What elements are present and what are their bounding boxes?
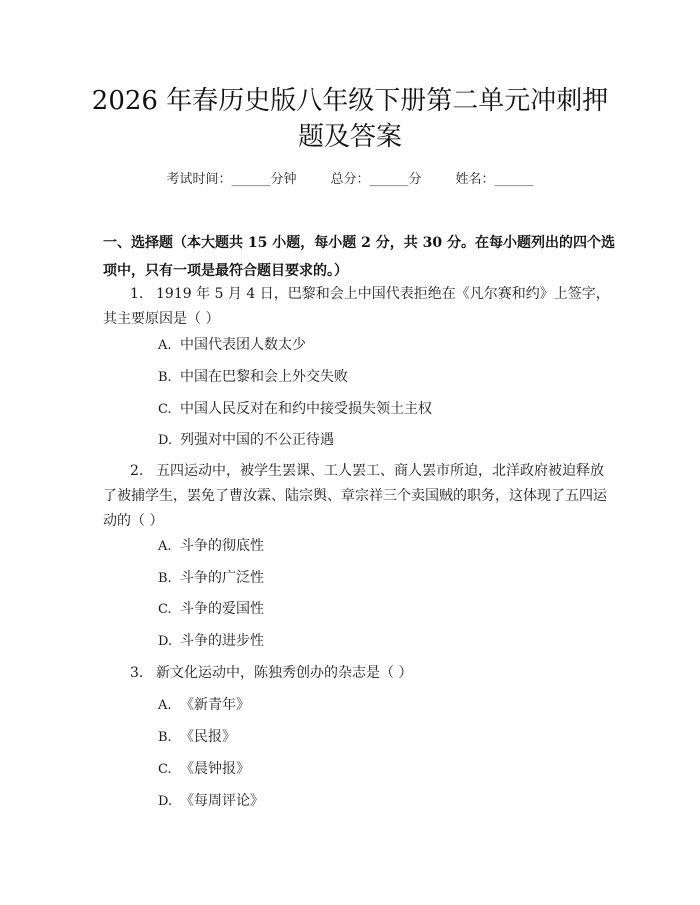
option-text: 中国代表团人数太少 — [180, 337, 306, 353]
question-1-option-a — [158, 334, 306, 354]
option-text: 斗争的广泛性 — [180, 570, 264, 586]
question-1-number: 1. — [130, 286, 144, 302]
option-letter: B. — [158, 730, 172, 745]
total-score-field: 总分：______分 — [330, 172, 422, 187]
exam-time-field: 考试时间：______分钟 — [166, 172, 297, 187]
option-letter: D. — [158, 433, 173, 448]
section-heading-line-2: 项中，只有一项是最符合题目要求的。） — [103, 263, 348, 279]
question-3-stem-line-1 — [130, 662, 412, 682]
question-2-stem-line-2: 了被捕学生，罢免了曹汝霖、陆宗舆、章宗祥三个卖国贼的职务，这体现了五四运 — [103, 488, 607, 504]
question-1-option-c — [158, 398, 432, 418]
question-2-stem-line-3: 动的（ ） — [103, 513, 164, 529]
option-letter: A. — [158, 698, 172, 713]
question-1-stem-line-1 — [130, 283, 610, 303]
question-2-option-a — [158, 535, 264, 555]
option-text: 斗争的彻底性 — [180, 538, 264, 554]
option-text: 中国在巴黎和会上外交失败 — [180, 369, 348, 385]
document-title-line-1: 2026 年春历史版八年级下册第二单元冲刺押 — [91, 86, 609, 116]
question-2-number: 2. — [130, 463, 144, 479]
option-text: 《每周评论》 — [180, 793, 264, 809]
option-text: 斗争的爱国性 — [180, 601, 264, 617]
student-name-field: 姓名：______ — [455, 172, 534, 187]
option-letter: A. — [158, 539, 172, 554]
question-3-option-a — [158, 694, 250, 714]
exam-meta-row — [0, 168, 700, 187]
question-3-option-b — [158, 726, 236, 746]
question-2-option-c — [158, 598, 264, 618]
option-letter: C. — [158, 402, 172, 417]
option-text: 《民报》 — [180, 729, 236, 745]
option-letter: D. — [158, 794, 173, 809]
option-text: 中国人民反对在和约中接受损失领土主权 — [180, 401, 432, 417]
question-2-stem-line-1 — [130, 460, 604, 480]
question-2-text-1: 五四运动中，被学生罢课、工人罢工、商人罢市所迫，北洋政府被迫释放 — [156, 463, 604, 479]
question-3-number: 3. — [130, 665, 144, 681]
question-2-option-d — [158, 630, 264, 650]
option-letter: A. — [158, 338, 172, 353]
option-text: 列强对中国的不公正待遇 — [180, 432, 334, 448]
question-1-option-d — [158, 429, 334, 449]
option-letter: B. — [158, 370, 172, 385]
question-1-text-1: 1919 年 5 月 4 日，巴黎和会上中国代表拒绝在《凡尔赛和约》上签字， — [156, 286, 610, 302]
section-heading-line-1: 一、选择题（本大题共 15 小题，每小题 2 分，共 30 分。在每小题列出的四个选 — [103, 235, 615, 251]
option-text: 《晨钟报》 — [180, 761, 250, 777]
option-text: 《新青年》 — [180, 697, 250, 713]
question-3-text-1: 新文化运动中，陈独秀创办的杂志是（ ） — [156, 665, 413, 681]
question-2-option-b — [158, 567, 264, 587]
question-3-option-d — [158, 790, 264, 810]
option-letter: B. — [158, 571, 172, 586]
option-text: 斗争的进步性 — [180, 633, 264, 649]
option-letter: C. — [158, 762, 172, 777]
option-letter: C. — [158, 602, 172, 617]
document-title-line-2: 题及答案 — [297, 122, 402, 152]
option-letter: D. — [158, 634, 173, 649]
question-3-option-c — [158, 758, 250, 778]
question-1-stem-line-2: 其主要原因是（ ） — [103, 311, 220, 327]
question-1-option-b — [158, 366, 348, 386]
